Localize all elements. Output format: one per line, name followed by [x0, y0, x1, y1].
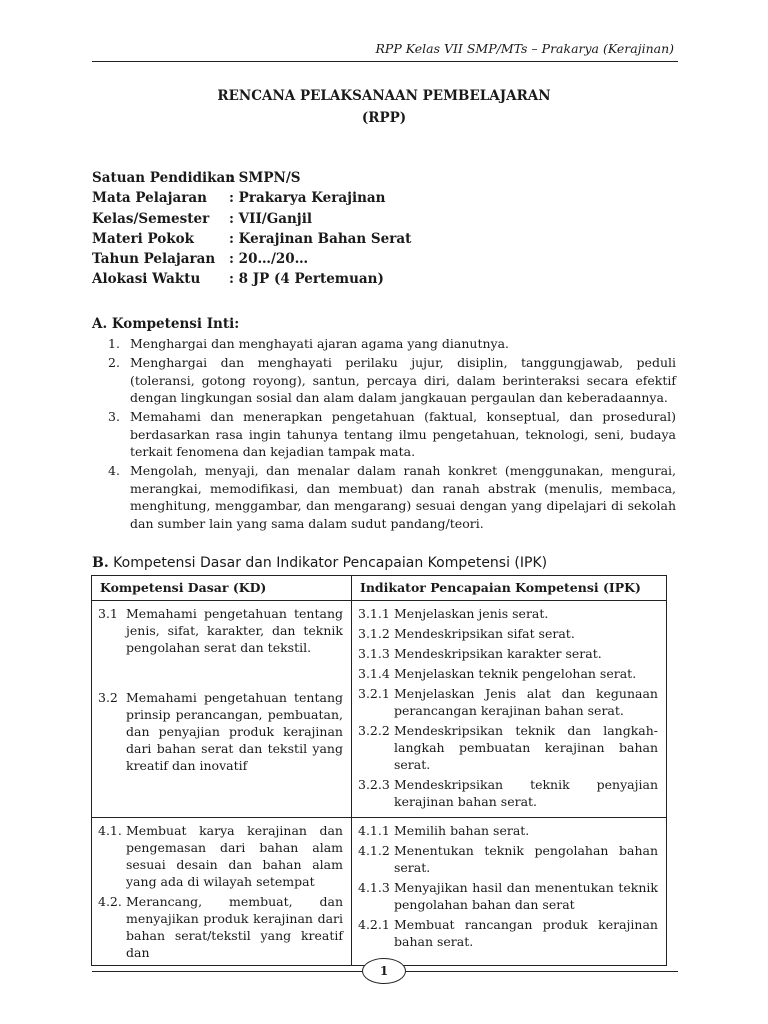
ipk-text: Menjelaskan Jenis alat dan kegunaan perancangan kerajinan bahan serat. — [394, 686, 658, 718]
section-a-heading: A. Kompetensi Inti: — [92, 316, 240, 332]
identity-block — [92, 170, 411, 292]
list-text: Menghargai dan menghayati perilaku jujur, disiplin, tanggungjawab, peduli (toleransi, gotong royong), santun, percaya diri, dalam berinteraksi secara efektif dengan lingkungan sosial dan alam dalam jangkauan pergaulan dan keberadaannya. — [130, 355, 676, 405]
meta-label: Alokasi Waktu — [92, 271, 201, 288]
ipk-number: 3.2.1 — [358, 686, 390, 701]
ipk-text: Mendeskripsikan teknik penyajian kerajinan bahan serat. — [394, 777, 658, 809]
ipk-cell — [352, 818, 667, 966]
list-number: 4. — [108, 463, 120, 478]
ipk-item — [358, 822, 658, 839]
meta-row — [92, 251, 411, 271]
ipk-text: Mendeskripsikan teknik dan langkah-langkah pembuatan kerajinan bahan serat. — [394, 723, 658, 772]
meta-row — [92, 190, 411, 210]
kd-text: Membuat karya kerajinan dan pengemasan dari bahan alam sesuai desain dan bahan alam yang ada di wilayah setempat — [126, 823, 343, 889]
list-number: 1. — [108, 336, 120, 351]
ipk-number: 3.2.2 — [358, 723, 390, 738]
kd-item — [98, 689, 343, 774]
ipk-number: 4.1.2 — [358, 843, 390, 858]
list-item — [108, 335, 676, 353]
kd-cell — [92, 601, 352, 818]
meta-row — [92, 271, 411, 291]
meta-value: : 20…/20… — [229, 251, 309, 268]
kd-item — [98, 822, 343, 890]
ipk-text: Mendeskripsikan sifat serat. — [394, 626, 575, 641]
ipk-text: Menentukan teknik pengolahan bahan serat. — [394, 843, 658, 875]
meta-value: : SMPN/S — [229, 170, 301, 186]
kd-text: Memahami pengetahuan tentang jenis, sifat, karakter, dan teknik pengolahan serat dan tekstil. — [126, 606, 343, 655]
ipk-number: 3.1.2 — [358, 626, 390, 641]
column-header-kd: Kompetensi Dasar (KD) — [92, 576, 352, 601]
kd-item — [98, 605, 343, 656]
page-number: 1 — [362, 958, 406, 984]
meta-label: Mata Pelajaran — [92, 190, 207, 207]
section-b-heading — [92, 555, 547, 571]
ipk-cell — [352, 601, 667, 818]
meta-row — [92, 170, 411, 190]
kd-number: 4.2. — [98, 894, 122, 909]
ipk-item — [358, 645, 658, 662]
list-text: Memahami dan menerapkan pengetahuan (faktual, konseptual, dan prosedural) berdasarkan rasa ingin tahunya tentang ilmu pengetahuan, teknologi, seni, budaya terkait fenomena dan kejadian tampak mata. — [130, 409, 676, 459]
kd-ipk-table — [91, 575, 667, 966]
kd-cell — [92, 818, 352, 966]
header-rule — [92, 61, 678, 62]
meta-value: : Kerajinan Bahan Serat — [229, 230, 412, 247]
document-subtitle: (RPP) — [361, 110, 407, 126]
meta-label: Tahun Pelajaran — [92, 251, 216, 268]
ipk-text: Menjelaskan jenis serat. — [394, 606, 549, 621]
ipk-number: 3.1.1 — [358, 606, 390, 621]
meta-value: : Prakarya Kerajinan — [229, 190, 386, 207]
ipk-item — [358, 685, 658, 719]
list-number: 3. — [108, 409, 120, 424]
ipk-text: Memilih bahan serat. — [394, 823, 530, 838]
ipk-item — [358, 916, 658, 950]
meta-row — [92, 231, 411, 251]
ipk-number: 3.1.4 — [358, 666, 390, 681]
list-item — [108, 354, 676, 407]
ipk-number: 4.1.3 — [358, 880, 390, 895]
list-item — [108, 462, 676, 532]
column-header-ipk: Indikator Pencapaian Kompetensi (IPK) — [352, 576, 667, 601]
list-item — [108, 408, 676, 461]
ipk-text: Mendeskripsikan karakter serat. — [394, 646, 602, 661]
table-row — [92, 601, 667, 818]
footer-rule-left — [92, 971, 362, 972]
ipk-number: 4.1.1 — [358, 823, 390, 838]
ipk-item — [358, 842, 658, 876]
list-text: Mengolah, menyaji, dan menalar dalam ranah konkret (menggunakan, mengurai, merangkai, memodifikasi, dan membuat) dan ranah abstrak (menulis, membaca, menghitung, menggambar, dan mengarang) sesuai dengan yang dipelajari di sekolah dan sumber lain yang sama dalam sudut pandang/teori. — [130, 463, 676, 531]
ipk-item — [358, 665, 658, 682]
ipk-item — [358, 879, 658, 913]
meta-value: : VII/Ganjil — [229, 210, 312, 227]
meta-value: : 8 JP (4 Pertemuan) — [229, 271, 384, 288]
ipk-text: Menyajikan hasil dan menentukan teknik pengolahan bahan dan serat — [394, 880, 658, 912]
list-text: Menghargai dan menghayati ajaran agama yang dianutnya. — [130, 336, 510, 351]
kd-text: Memahami pengetahuan tentang prinsip perancangan, pembuatan, dan penyajian produk kerajinan dari bahan serat dan tekstil yang kreatif dan inovatif — [126, 690, 343, 773]
section-letter: B. — [92, 555, 109, 571]
list-number: 2. — [108, 355, 120, 370]
meta-label: Satuan Pendidikan — [92, 170, 236, 186]
meta-label: Kelas/Semester — [92, 210, 210, 227]
kd-number: 3.1 — [98, 606, 118, 621]
kd-number: 4.1. — [98, 823, 122, 838]
running-header: RPP Kelas VII SMP/MTs – Prakarya (Kerajinan) — [375, 41, 674, 56]
kd-number: 3.2 — [98, 690, 118, 705]
footer-rule-right — [406, 971, 678, 972]
ipk-number: 4.2.1 — [358, 917, 390, 932]
document-title: RENCANA PELAKSANAAN PEMBELAJARAN — [217, 88, 551, 104]
kd-text: Merancang, membuat, dan menyajikan produk kerajinan dari bahan serat/tekstil yang kreatif dan — [126, 894, 343, 960]
spacer — [98, 656, 343, 689]
section-title: Kompetensi Dasar dan Indikator Pencapaian Kompetensi (IPK) — [113, 555, 548, 571]
table-header-row — [92, 576, 667, 601]
ipk-text: Membuat rancangan produk kerajinan bahan serat. — [394, 917, 658, 949]
ipk-text: Menjelaskan teknik pengelohan serat. — [394, 666, 637, 681]
meta-row — [92, 211, 411, 231]
ipk-item — [358, 605, 658, 622]
meta-label: Materi Pokok — [92, 230, 194, 247]
ipk-item — [358, 776, 658, 810]
kd-item — [98, 893, 343, 961]
ipk-item — [358, 722, 658, 773]
kompetensi-inti-list — [108, 335, 676, 534]
table-row — [92, 818, 667, 966]
ipk-number: 3.2.3 — [358, 777, 390, 792]
ipk-item — [358, 625, 658, 642]
ipk-number: 3.1.3 — [358, 646, 390, 661]
